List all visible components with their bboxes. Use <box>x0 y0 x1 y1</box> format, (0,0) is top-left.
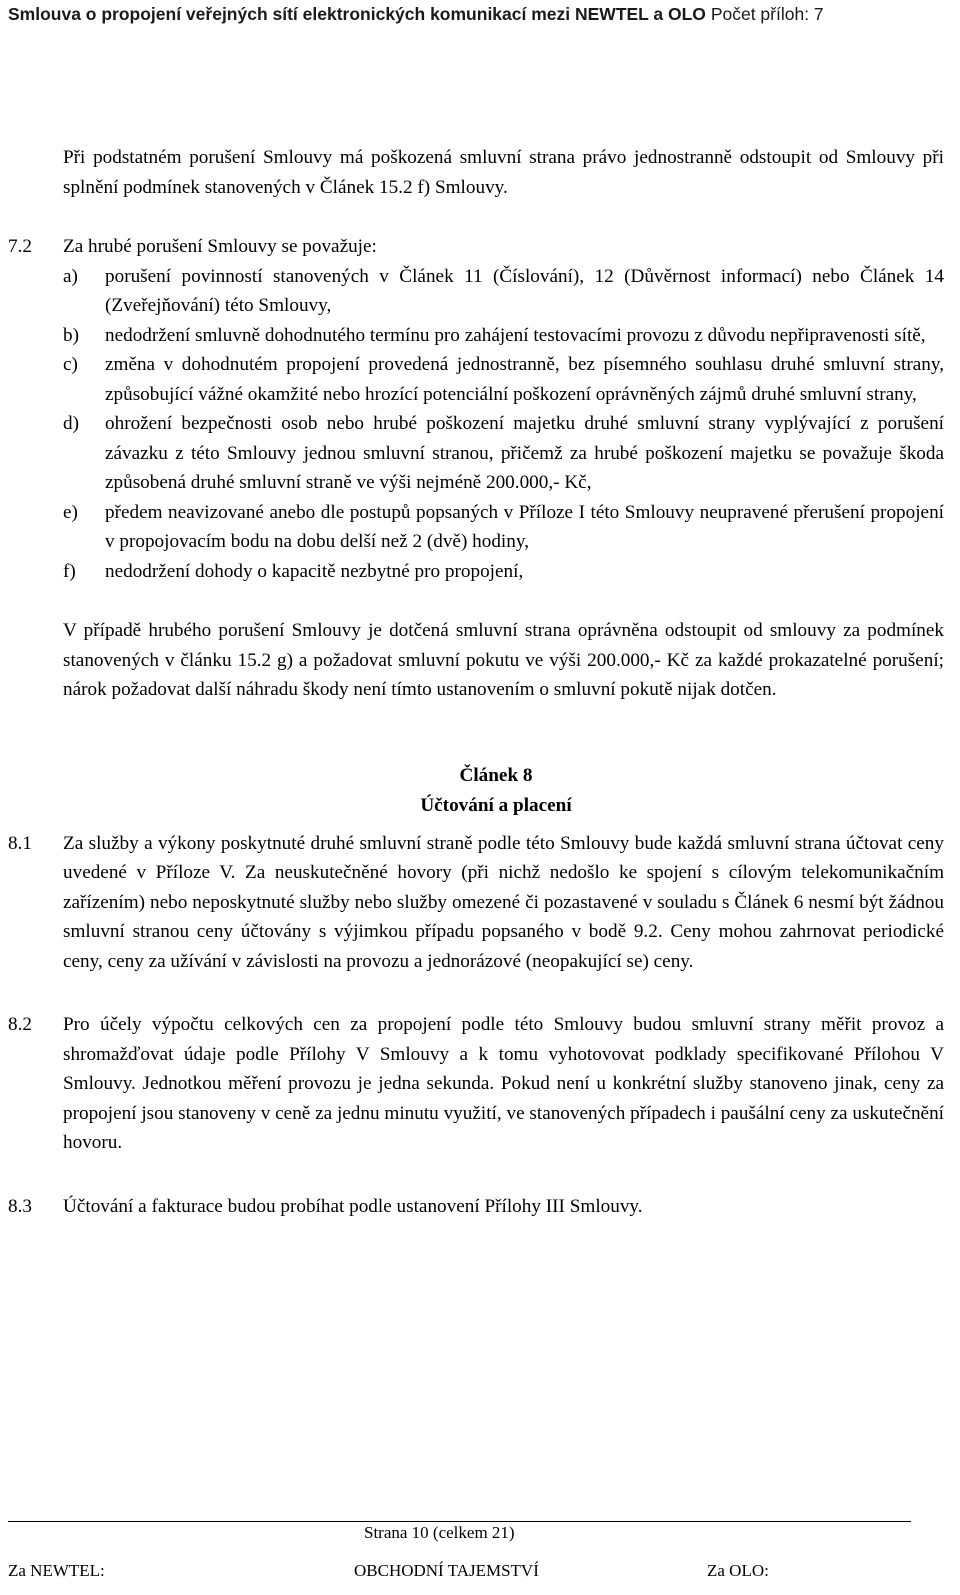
signature-olo: Za OLO: <box>707 1561 769 1580</box>
confidentiality-label: OBCHODNÍ TAJEMSTVÍ <box>354 1561 539 1580</box>
paragraph-number: 8.1 <box>8 832 32 854</box>
paragraph-text: Pro účely výpočtu celkových cen za propojení podle této Smlouvy budou smluvní strany měřit provoz a shromažďovat údaje podle Přílohy V Smlouvy a k tomu vyhotovovat podklady specifikované Přílohou V Smlouvy. Jednotkou měření provozu je jedna sekunda. Pokud není u konkrétní služby stanoveno jinak, ceny za propojení jsou stanoveny v ceně za jednu minutu využití, ve stanovených případech i paušální ceny za uskutečnění hovoru. <box>63 1014 944 1153</box>
attachment-count: Počet příloh: 7 <box>710 4 824 24</box>
paragraph-text: Účtování a fakturace budou probíhat podle ustanovení Přílohy III Smlouvy. <box>63 1195 643 1217</box>
page-header <box>8 4 958 25</box>
page-number: Strana 10 (celkem 21) <box>364 1523 515 1542</box>
section-7-2 <box>8 232 944 705</box>
list-item-text: předem neavizované anebo dle postupů popsaných v Příloze I této Smlouvy neupravené přerušení propojení v propojovacím bodu na dobu delší než 2 (dvě) hodiny, <box>105 501 944 552</box>
list-item <box>63 262 944 321</box>
list-item-label: d) <box>63 413 79 434</box>
list-item-text: nedodržení dohody o kapacitě nezbytné pro propojení, <box>105 560 524 582</box>
list-item-text: porušení povinností stanovených v Článek 11 (Číslování), 12 (Důvěrnost informací) nebo Článek 14 (Zveřejňování) této Smlouvy, <box>105 265 944 316</box>
list-item-text: ohrožení bezpečnosti osob nebo hrubé poškození majetku druhé smluvní strany vyplývající z porušení závazku z této Smlouvy jednou smluvní stranou, přičemž za hrubé poškození majetku se považuje škoda způsobená druhé smluvní straně ve výši nejméně 200.000,- Kč, <box>105 413 944 493</box>
list-item-label: b) <box>63 324 79 346</box>
paragraph-8-1 <box>8 829 944 977</box>
section-number: 7.2 <box>8 236 32 257</box>
paragraph-number: 8.3 <box>8 1195 32 1217</box>
list-item <box>63 498 944 557</box>
list-item <box>63 557 944 587</box>
signature-newtel: Za NEWTEL: <box>8 1561 105 1580</box>
paragraph-text: Za služby a výkony poskytnuté druhé smluvní straně podle této Smlouvy bude každá smluvní strana účtovat ceny uvedené v Příloze V. Za neuskutečněné hovory (při nichž nedošlo ke spojení s cílovým telekomunikačním zařízením) nebo neposkytnuté služby nebo služby omezené či pozastavené v souladu s Článek 6 nesmí být žádnou smluvní stranou ceny účtovány s výjimkou případu popsaného v bodě 9.2. Ceny mohou zahrnovat periodické ceny, ceny za užívání v závislosti na provozu a jednorázové (neopakující se) ceny. <box>63 832 944 972</box>
document-body <box>8 143 944 1221</box>
article-title: Článek 8 <box>459 764 533 786</box>
list-item-label: e) <box>63 501 78 523</box>
section-closing: V případě hrubého porušení Smlouvy je dotčená smluvní strana oprávněna odstoupit od smlouvy za podmínek stanovených v článku 15.2 g) a požadovat smluvní pokutu ve výši 200.000,- Kč za každé prokazatelné porušení; nárok požadovat další náhradu škody není tímto ustanovením o smluvní pokutě nijak dotčen. <box>63 620 944 700</box>
article-subtitle: Účtování a placení <box>420 794 572 816</box>
list-item <box>63 409 944 498</box>
page-footer <box>0 1521 960 1595</box>
list-item-label: a) <box>63 265 78 287</box>
list-item-text: nedodržení smluvně dohodnutého termínu pro zahájení testovacími provozu z důvodu nepřipravenosti sítě, <box>105 324 926 346</box>
paragraph-number: 8.2 <box>8 1014 32 1035</box>
paragraph-8-2 <box>8 1010 944 1158</box>
list-item <box>63 350 944 409</box>
intro-paragraph: Při podstatném porušení Smlouvy má poškozená smluvní strana právo jednostranně odstoupit od Smlouvy při splnění podmínek stanovených v Článek 15.2 f) Smlouvy. <box>63 147 944 198</box>
breach-list <box>63 262 944 587</box>
paragraph-8-3 <box>8 1192 944 1222</box>
list-item <box>63 321 944 351</box>
document-title: Smlouva o propojení veřejných sítí elektronických komunikací mezi NEWTEL a OLO <box>8 4 706 24</box>
article-heading <box>48 761 944 821</box>
list-item-text: změna v dohodnutém propojení provedená jednostranně, bez písemného souhlasu druhé smluvní strany, způsobující vážné okamžité nebo hrozící potenciální poškození oprávněných zájmů druhé smluvní strany, <box>105 354 944 405</box>
section-lead: Za hrubé porušení Smlouvy se považuje: <box>63 236 377 257</box>
list-item-label: f) <box>63 560 76 582</box>
list-item-label: c) <box>63 354 78 375</box>
footer-divider <box>8 1521 911 1522</box>
